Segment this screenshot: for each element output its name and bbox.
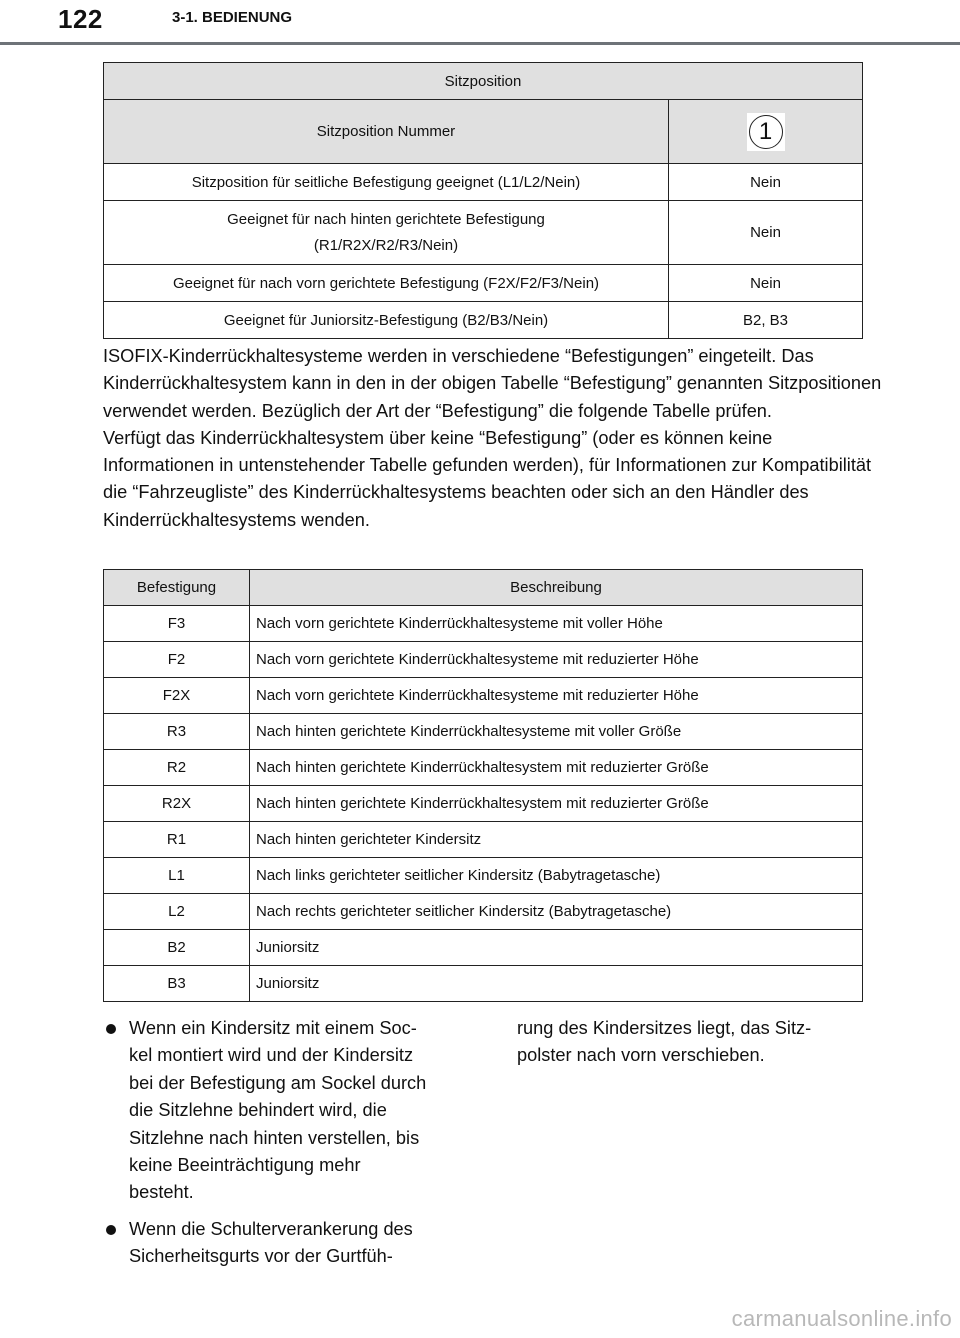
table-row bbox=[104, 606, 863, 642]
fixture-code: F3 bbox=[104, 606, 250, 642]
table-row bbox=[104, 786, 863, 822]
bullet-item bbox=[103, 1015, 463, 1207]
table-row bbox=[104, 201, 863, 265]
watermark: carmanualsonline.info bbox=[731, 1306, 952, 1331]
section-title: 3-1. BEDIENUNG bbox=[172, 9, 293, 26]
bullet-icon bbox=[106, 1024, 116, 1034]
fixture-description: Nach vorn gerichtete Kinderrückhaltesysteme mit reduzierter Höhe bbox=[250, 678, 863, 714]
column-header-description: Beschreibung bbox=[250, 570, 863, 606]
seat-table-title: Sitzposition bbox=[104, 63, 863, 100]
page-number: 122 bbox=[58, 4, 103, 34]
page-header bbox=[0, 0, 960, 46]
table-row bbox=[104, 894, 863, 930]
seat-number-cell bbox=[669, 100, 863, 164]
table-row bbox=[104, 302, 863, 339]
table-row bbox=[104, 265, 863, 302]
body-paragraph: ISOFIX-Kinderrückhaltesysteme werden in verschiedene “Befestigungen” eingeteilt. Das Kinderrückhaltesystem kann in den in der obigen Tabelle “Befestigung” genannten Sitzpositionen verwendet werden. Bezüglich der Art der “Befestigung” die folgende Tabelle prüfen. bbox=[103, 346, 882, 421]
fixture-description: Nach hinten gerichtete Kinderrückhaltesystem mit reduzierter Größe bbox=[250, 786, 863, 822]
right-column bbox=[517, 1015, 867, 1070]
seat-number-badge bbox=[747, 113, 785, 151]
fixture-code: F2X bbox=[104, 678, 250, 714]
fixture-code: R1 bbox=[104, 822, 250, 858]
fixture-code: R3 bbox=[104, 714, 250, 750]
bullet-icon bbox=[106, 1225, 116, 1235]
seat-row-value: Nein bbox=[669, 201, 863, 265]
seat-row-value: Nein bbox=[669, 164, 863, 201]
seat-row-label: Geeignet für Juniorsitz-Befestigung (B2/B3/Nein) bbox=[104, 302, 669, 339]
left-column bbox=[103, 1015, 463, 1280]
fixture-code: R2X bbox=[104, 786, 250, 822]
table-row bbox=[104, 642, 863, 678]
table-row bbox=[104, 966, 863, 1002]
seat-row-value: Nein bbox=[669, 265, 863, 302]
bullet-line: Wenn die Schulterverankerung des bbox=[129, 1218, 413, 1239]
bullet-line: Sicherheitsgurts vor der Gurtfüh- bbox=[129, 1246, 393, 1267]
table-row bbox=[104, 678, 863, 714]
fixture-description: Nach vorn gerichtete Kinderrückhaltesysteme mit reduzierter Höhe bbox=[250, 642, 863, 678]
fixture-description: Nach hinten gerichtete Kinderrückhaltesysteme mit voller Größe bbox=[250, 714, 863, 750]
table-header-row bbox=[104, 570, 863, 606]
fixture-description: Nach links gerichteter seitlicher Kindersitz (Babytragetasche) bbox=[250, 858, 863, 894]
seat-row-label: Geeignet für nach vorn gerichtete Befestigung (F2X/F2/F3/Nein) bbox=[104, 265, 669, 302]
fixture-table bbox=[103, 569, 863, 1002]
body-text bbox=[103, 343, 883, 534]
seat-number-label: Sitzposition Nummer bbox=[104, 100, 669, 164]
bullet-line: besteht. bbox=[129, 1182, 194, 1203]
bullet-line: kel montiert wird und der Kindersitz bbox=[129, 1045, 414, 1066]
fixture-description: Juniorsitz bbox=[250, 966, 863, 1002]
seat-row-value: B2, B3 bbox=[669, 302, 863, 339]
fixture-code: R2 bbox=[104, 750, 250, 786]
seat-row-label-line: Geeignet für nach hinten gerichtete Befestigung bbox=[227, 210, 545, 228]
seat-row-label-line: (R1/R2X/R2/R3/Nein) bbox=[313, 236, 459, 254]
seat-row-label bbox=[104, 201, 669, 265]
fixture-description: Nach rechts gerichteter seitlicher Kindersitz (Babytragetasche) bbox=[250, 894, 863, 930]
body-paragraph: Verfügt das Kinderrückhaltesystem über keine “Befestigung” (oder es können keine Informationen in untenstehender Tabelle gefunden werden), für Informationen zur Kompatibilität die “Fahrzeugliste” des Kinderrückhaltesystems beachten oder sich an den Händler des Kinderrückhaltesystems wenden. bbox=[103, 427, 872, 530]
seat-row-label: Sitzposition für seitliche Befestigung geeignet (L1/L2/Nein) bbox=[104, 164, 669, 201]
bullet-line: Sitzlehne nach hinten verstellen, bis bbox=[129, 1127, 420, 1148]
bullet-line: keine Beeinträchtigung mehr bbox=[129, 1155, 361, 1176]
continuation-line: polster nach vorn verschieben. bbox=[517, 1045, 765, 1066]
table-row bbox=[104, 164, 863, 201]
table-row bbox=[104, 822, 863, 858]
table-row bbox=[104, 750, 863, 786]
seat-number-value: 1 bbox=[749, 115, 783, 149]
fixture-description: Nach vorn gerichtete Kinderrückhaltesysteme mit voller Höhe bbox=[250, 606, 863, 642]
fixture-description: Nach hinten gerichteter Kindersitz bbox=[250, 822, 863, 858]
fixture-code: L2 bbox=[104, 894, 250, 930]
table-row bbox=[104, 930, 863, 966]
bullet-line: Wenn ein Kindersitz mit einem Soc- bbox=[129, 1018, 417, 1038]
header-rule bbox=[0, 42, 960, 45]
fixture-code: F2 bbox=[104, 642, 250, 678]
bullet-line: bei der Befestigung am Sockel durch bbox=[129, 1072, 427, 1093]
seat-position-table bbox=[103, 62, 863, 339]
column-header-fixture: Befestigung bbox=[104, 570, 250, 606]
fixture-code: B3 bbox=[104, 966, 250, 1002]
bullet-item bbox=[103, 1216, 463, 1271]
fixture-description: Juniorsitz bbox=[250, 930, 863, 966]
bullet-line: die Sitzlehne behindert wird, die bbox=[129, 1100, 387, 1121]
fixture-code: L1 bbox=[104, 858, 250, 894]
table-row bbox=[104, 858, 863, 894]
fixture-code: B2 bbox=[104, 930, 250, 966]
continuation-line: rung des Kindersitzes liegt, das Sitz- bbox=[517, 1018, 812, 1038]
fixture-description: Nach hinten gerichtete Kinderrückhaltesystem mit reduzierter Größe bbox=[250, 750, 863, 786]
table-row bbox=[104, 714, 863, 750]
